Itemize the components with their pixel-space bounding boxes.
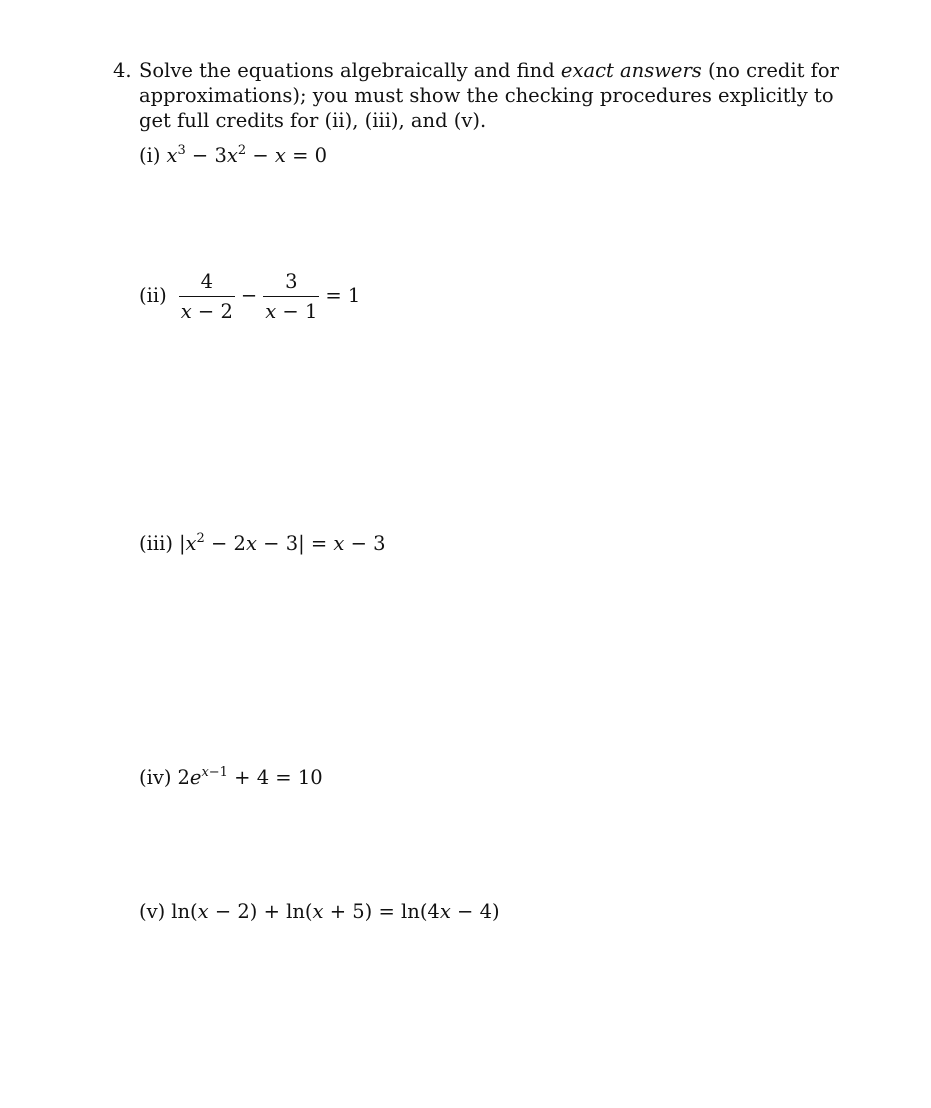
problem-number: 4. (113, 59, 132, 82)
part-i (139, 143, 327, 168)
part-label: (v) (139, 900, 166, 923)
emphasis-exact-answers: exact answers (560, 59, 702, 82)
part-iv (139, 765, 323, 790)
part-iii (139, 531, 386, 556)
instructions-line-1 (139, 58, 839, 83)
instructions-text: (no credit for (701, 59, 839, 82)
instructions-text: Solve the equations algebraically and find (139, 59, 561, 82)
part-v (139, 899, 500, 924)
equation-v: ln(x − 2) + ln(x + 5) = ln(4x − 4) (171, 900, 500, 923)
fraction: $\frac{4}{x - 2}$ (180, 270, 233, 323)
instructions-line-2: approximations); you must show the checking procedures explicitly to (139, 84, 834, 107)
part-label: (ii) (139, 284, 167, 307)
equation-i: $x^3 - 3x^2 - x = 0$ (166, 143, 328, 167)
equation-ii: $\frac{4}{x - 2}$ − $\frac{3}{x - 1}$ = 1 (180, 270, 361, 323)
equation-iv: $2e^{x-1} + 4 = 10$ (177, 765, 323, 789)
part-label: (iii) (139, 532, 173, 555)
part-label: (iv) (139, 766, 172, 789)
problem-instructions (139, 58, 839, 133)
part-label: (i) (139, 144, 161, 167)
fraction: $\frac{3}{x - 1}$ (265, 270, 318, 323)
equation-iii: $|x^2 - 2x - 3| = x - 3$ (178, 531, 386, 555)
instructions-line-3: get full credits for (ii), (iii), and (v). (139, 109, 487, 132)
part-ii (139, 272, 360, 321)
